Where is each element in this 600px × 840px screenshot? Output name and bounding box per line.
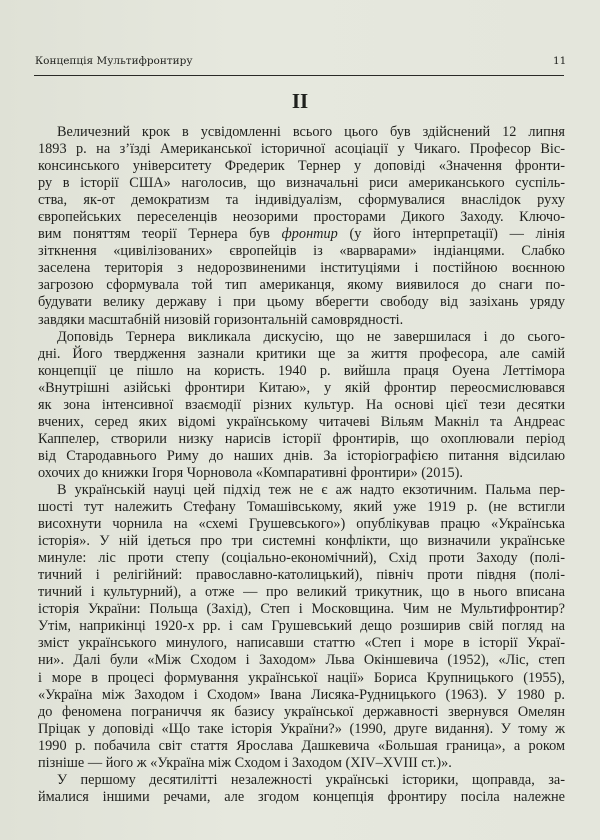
text-line: будувати велику державу і при цьому вберегти свободу від зазіхань уряду [38, 294, 565, 311]
text-line: завдяки масштабній низовій горизонтальній самоврядності. [38, 311, 404, 328]
text-line: шості тут належить Стефану Томашівському, який уже 1919 р. (не встигли [38, 499, 565, 516]
text-line: Утім, наприкінці 1920-х рр. і сам Грушевський дещо розширив свій погляд на [38, 618, 565, 635]
page-number: 11 [553, 55, 567, 67]
text-line: 1990 р. побачила світ стаття Ярослава Дашкевича «Большая граница», а роком [38, 737, 565, 754]
text-line: дні. Його твердження зазнали критики ще за життя професора, але самій [38, 345, 565, 362]
text-line: заселена територія з недорозвиненими інституціями і постійною воєнною [38, 260, 565, 277]
text-line: зміст українського минулого, написавши статтю «Степ і море в історії Украї- [38, 635, 565, 652]
text-line: ни». Далі були «Між Сходом і Заходом» Льва Окіншевича (1952), «Ліс, степ [38, 652, 565, 669]
text-line: консинського університету Фредерик Тернер у доповіді «Значення фронти- [38, 158, 565, 175]
header-rule [34, 75, 564, 76]
text-line: Пріцак у доповіді «Що таке історія України?» (1990, друге видання). У тому ж [38, 720, 565, 737]
text-line: 1893 р. на з’їзді Американської історичної асоціації у Чикаго. Професор Віс- [38, 141, 565, 158]
text-line: як зона інтенсивної взаємодії різних культур. На основі цієї тези десятки [38, 396, 565, 413]
paragraph [38, 772, 565, 806]
text-line: вчених, серед яких відомі українському читачеві Вільям Макніл та Андреас [38, 413, 565, 430]
text-line: історія». У ній ідеться про три системні конфлікти, що визначили українське [38, 533, 565, 550]
text-line: Доповідь Тернера викликала дискусію, що не завершилася і до сього- [57, 328, 565, 345]
text-line: У першому десятилітті незалежності українські історики, щоправда, за- [57, 771, 565, 788]
text-line: зіткнення «цивілізованих» європейців із «варварами» індіанцями. Слабко [38, 243, 565, 260]
text-line: Величезний крок в усвідомленні всього цього був здійснений 12 липня [57, 124, 565, 140]
text-line: охочих до книжки Ігоря Чорновола «Компаративні фронтири» (2015). [38, 464, 463, 481]
text-line: Каппелер, створили низку нарисів історії фронтирів, що охоплювали період [38, 430, 565, 447]
body-text [38, 124, 565, 806]
text-line: пізніше — його ж «Україна між Сходом і Заходом (XIV–XVIII ст.)». [38, 754, 452, 771]
paragraph [38, 329, 565, 482]
text-line: від Стародавнього Риму до наших днів. За історіографією питання відсилаю [38, 447, 565, 464]
text-line: вим поняттям теорії Тернера був фронтир (у його інтерпретації) — лінія [38, 226, 565, 243]
text-line: ймалися іншими речами, але згодом концепція фронтиру посіла належне [38, 788, 565, 805]
text-line: загрозою сформувала той тип американця, якому виявилося до снаги по- [38, 277, 565, 294]
text-line: «Внутрішні азійські фронтири Китаю», у якій фронтир переосмислювався [38, 379, 565, 396]
text-line: ства, як-от демократизм та індивідуалізм, сформувалися внаслідок руху [38, 192, 565, 209]
text-line: В українській науці цей підхід теж не є аж надто екзотичним. Пальма пер- [57, 481, 565, 498]
running-title: Концепція Мультифронтиру [35, 55, 193, 67]
emphasized-term: фронтир [281, 226, 338, 243]
section-title: II [291, 89, 309, 113]
text-line: висохнути чорнила на «схемі Грушевського») опублікував працю «Українська [38, 516, 565, 533]
text-line: європейських переселенців неозорими просторами Дикого Заходу. Ключо- [38, 209, 565, 226]
text-line: «Україна між Заходом і Сходом» Івана Лисяка-Рудницького (1963). У 1980 р. [38, 686, 565, 703]
text-line: концепції це пішло на користь. 1940 р. вийшла праця Оуена Леттімора [38, 362, 565, 379]
text-line: тичний і культурний), а отже — про великий трикутник, що в нього вписана [38, 584, 565, 601]
text-line: історія України: Польща (Захід), Степ і Московщина. Чим не Мультифронтир? [38, 601, 565, 618]
paragraph [38, 124, 565, 329]
paragraph [38, 482, 565, 772]
text-line: тичний і релігійний: православно-католицький), північ проти півдня (полі- [38, 567, 565, 584]
text-line: і море в процесі формування української нації» Бориса Крупницького (1955), [38, 669, 565, 686]
text-line: ру в історії США» наголосив, що визначальні риси американського суспіль- [38, 175, 565, 192]
text-line: минуле: ліс проти степу (соціально-економічний), Схід проти Заходу (полі- [38, 550, 565, 567]
text-line: до феномена пограниччя як базису української державності звернувся Омелян [38, 703, 565, 720]
